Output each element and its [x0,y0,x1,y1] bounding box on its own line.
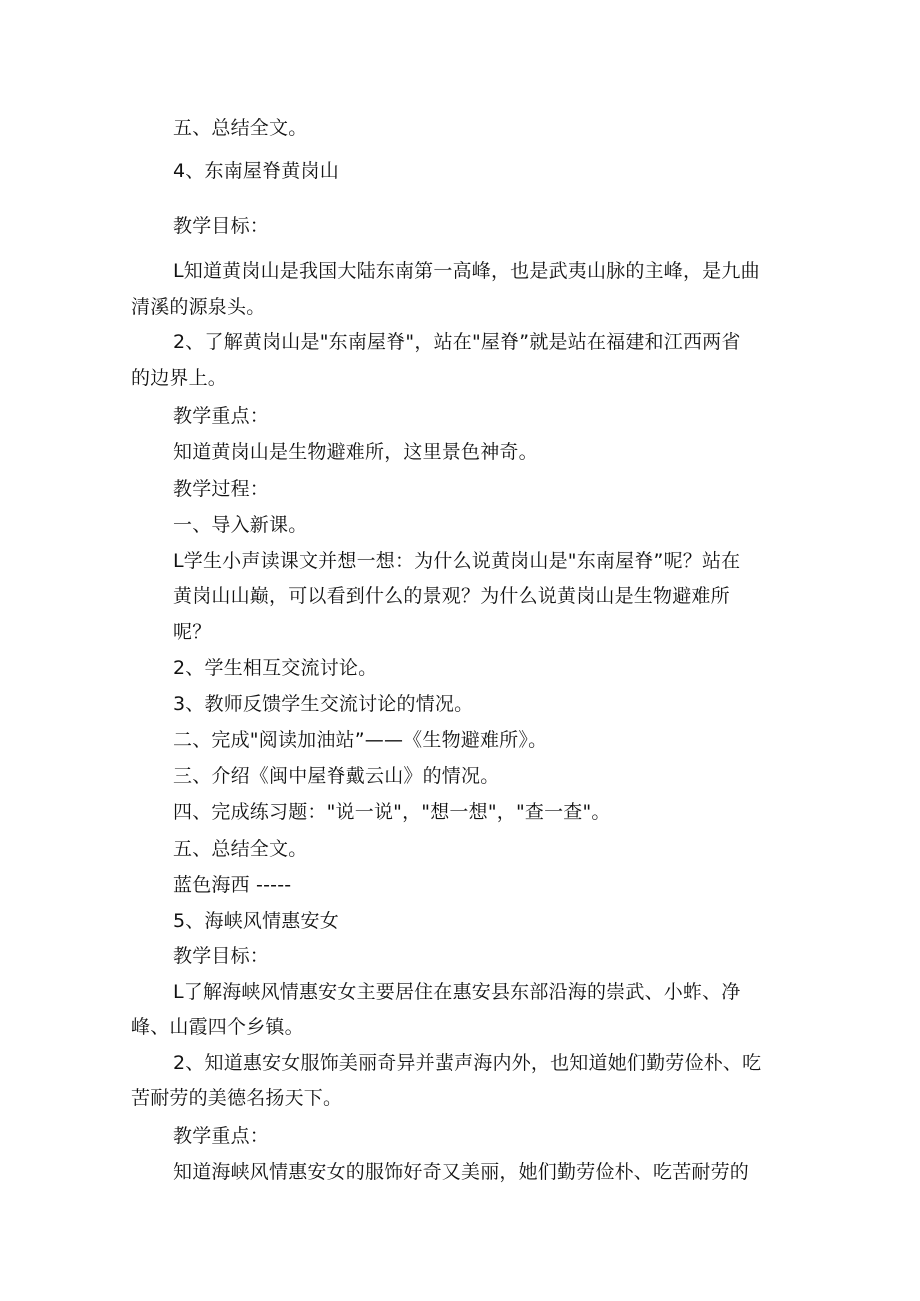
process-item-1-line-3: 呢？ [173,621,212,643]
teaching-focus-text-2: 知道海峡风情惠安女的服饰好奇又美丽，她们勤劳俭朴、吃苦耐劳的 [173,1161,750,1183]
goal-1-line-1: L知道黄岗山是我国大陆东南第一高峰，也是武夷山脉的主峰，是九曲 [173,260,760,282]
goal-2-line-1: 2、了解黄岗山是"东南屋脊"，站在"屋脊”就是站在福建和江西两省 [173,331,741,353]
process-item-3: 3、教师反馈学生交流讨论的情况。 [173,693,474,715]
goal-5-2-line-2: 苦耐劳的美德名扬天下。 [131,1087,343,1109]
goal-5-1-line-2: 峰、山霞四个乡镇。 [131,1016,304,1038]
lesson-5-title: 5、海峡风情惠安女 [173,910,339,932]
teaching-focus-text-1: 知道黄岗山是生物避难所，这里景色神奇。 [173,441,538,463]
process-item-1-line-1: L学生小声读课文并想一想：为什么说黄岗山是"东南屋脊”呢？站在 [173,550,741,572]
process-step-2: 二、完成"阅读加油站”——《生物避难所》。 [173,729,548,751]
teaching-goals-heading-2: 教学目标： [173,945,270,967]
goal-2-line-2: 的边界上。 [131,367,228,389]
process-step-3: 三、介绍《闽中屋脊戴云山》的情况。 [173,765,500,787]
goal-1-line-2: 清溪的源泉头。 [131,296,266,318]
goal-5-2-line-1: 2、知道惠安女服饰美丽奇异并蜚声海内外，也知道她们勤劳俭朴、吃 [173,1052,762,1074]
process-step-4: 四、完成练习题："说一说"，"想一想"，"查一查"。 [173,801,611,823]
teaching-focus-heading-1: 教学重点： [173,405,270,427]
teaching-process-heading: 教学过程： [173,478,270,500]
teaching-focus-heading-2: 教学重点： [173,1125,270,1147]
unit-title: 蓝色海西 ----- [173,874,292,896]
process-item-2: 2、学生相互交流讨论。 [173,657,378,679]
process-item-1-line-2: 黄岗山山巅，可以看到什么的景观？为什么说黄岗山是生物避难所 [173,585,730,607]
goal-5-1-line-1: L了解海峡风情惠安女主要居住在惠安县东部沿海的崇武、小蚱、净 [173,981,741,1003]
text-line-summary-1: 五、总结全文。 [173,117,308,139]
lesson-4-title: 4、东南屋脊黄岗山 [173,160,339,182]
process-step-5: 五、总结全文。 [173,838,308,860]
process-step-1: 一、导入新课。 [173,514,308,536]
teaching-goals-heading-1: 教学目标： [173,215,270,237]
